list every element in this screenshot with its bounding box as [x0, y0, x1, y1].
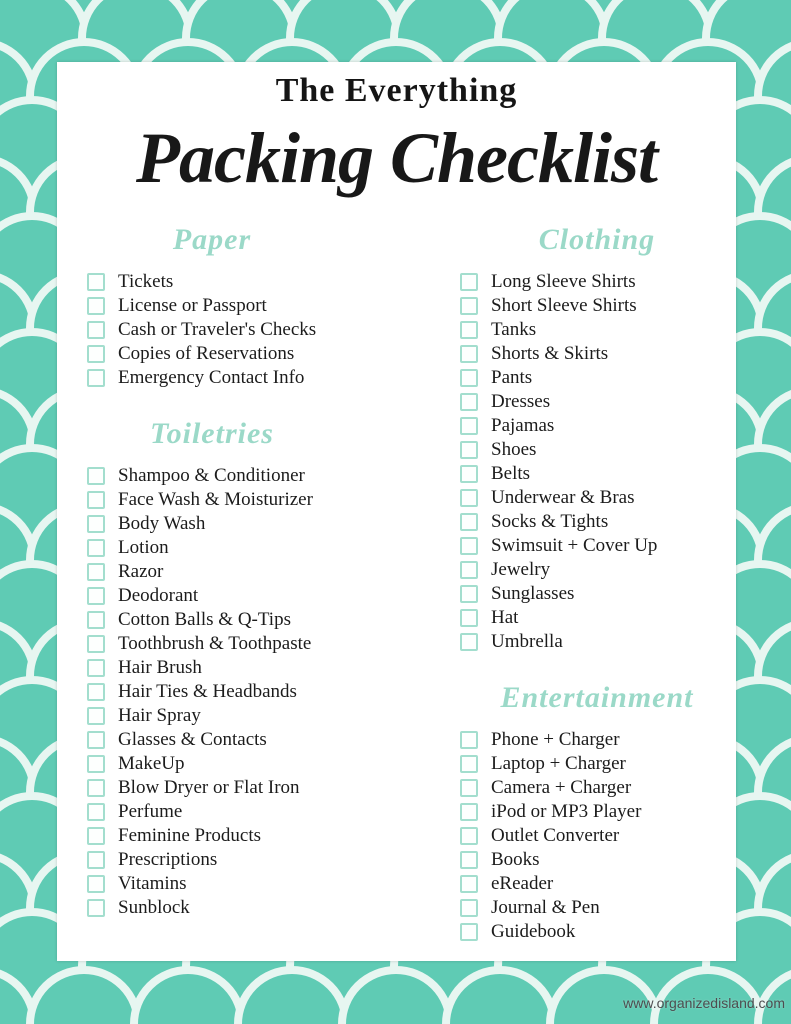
- checklist-item: [87, 728, 417, 752]
- checklist-item-label: Swimsuit + Cover Up: [491, 535, 658, 556]
- checklist-item-label: Camera + Charger: [491, 777, 632, 798]
- checklist-item: [87, 776, 417, 800]
- section-heading: Paper: [172, 223, 252, 256]
- checkbox[interactable]: [87, 273, 105, 291]
- checkbox[interactable]: [460, 899, 478, 917]
- section-heading: Toiletries: [150, 417, 274, 450]
- checklist-item-label: Pants: [491, 367, 533, 388]
- section-clothing: [460, 222, 734, 654]
- checkbox[interactable]: [460, 345, 478, 363]
- checklist-item-label: Umbrella: [491, 631, 563, 652]
- checklist-item: [87, 800, 417, 824]
- checklist-item: [460, 294, 734, 318]
- right-column: [460, 222, 734, 944]
- checklist-item: [87, 896, 417, 920]
- checkbox[interactable]: [460, 633, 478, 651]
- checklist-item-label: Cash or Traveler's Checks: [118, 319, 317, 340]
- section-heading: Clothing: [538, 223, 656, 256]
- checklist-item-label: Face Wash & Moisturizer: [118, 489, 313, 510]
- checklist-item-label: Guidebook: [491, 921, 576, 942]
- checklist-item: [87, 318, 417, 342]
- checklist-item-label: eReader: [491, 873, 554, 894]
- checklist-item-label: Journal & Pen: [491, 897, 600, 918]
- checkbox[interactable]: [460, 803, 478, 821]
- checklist-item-label: Hair Brush: [118, 657, 202, 678]
- checklist-item: [460, 486, 734, 510]
- checklist-item-label: Lotion: [118, 537, 169, 558]
- checklist-item-label: Outlet Converter: [491, 825, 620, 846]
- checkbox[interactable]: [87, 345, 105, 363]
- checklist-item: [460, 558, 734, 582]
- checkbox[interactable]: [87, 369, 105, 387]
- section-heading: Entertainment: [500, 681, 694, 714]
- checklist-item-label: Shoes: [491, 439, 537, 460]
- checkbox[interactable]: [87, 851, 105, 869]
- checklist-item-label: Toothbrush & Toothpaste: [118, 633, 312, 654]
- checklist-item-label: Sunblock: [118, 897, 190, 918]
- checklist-item: [87, 824, 417, 848]
- checklist-item-label: Tanks: [491, 319, 537, 340]
- checklist-item: [460, 270, 734, 294]
- checklist-item: [87, 848, 417, 872]
- checkbox[interactable]: [87, 491, 105, 509]
- checklist-item: [460, 800, 734, 824]
- checklist-item-label: License or Passport: [118, 295, 267, 316]
- checkbox[interactable]: [87, 875, 105, 893]
- checkbox[interactable]: [87, 467, 105, 485]
- checklist-item-label: Glasses & Contacts: [118, 729, 267, 750]
- website-url: www.organizedisland.com: [623, 995, 785, 1011]
- checklist-item: [460, 896, 734, 920]
- checklist-item-label: Perfume: [118, 801, 183, 822]
- checkbox[interactable]: [460, 851, 478, 869]
- checklist-item-label: Hat: [491, 607, 519, 628]
- checklist-item: [87, 704, 417, 728]
- checklist-item-label: Copies of Reservations: [118, 343, 295, 364]
- checklist-item: [87, 560, 417, 584]
- checkbox[interactable]: [87, 899, 105, 917]
- checklist-item: [460, 728, 734, 752]
- checklist-item: [87, 608, 417, 632]
- checklist-item: [87, 656, 417, 680]
- checklist-item-label: Dresses: [491, 391, 551, 412]
- checklist-item: [460, 390, 734, 414]
- page-title: Packing Checklist: [136, 118, 657, 198]
- checklist-item-label: Laptop + Charger: [491, 753, 626, 774]
- checkbox[interactable]: [87, 635, 105, 653]
- checklist-item-label: Vitamins: [118, 873, 187, 894]
- checklist-item: [460, 414, 734, 438]
- checklist-item-label: Hair Spray: [118, 705, 201, 726]
- checklist-item: [460, 318, 734, 342]
- checkbox[interactable]: [460, 393, 478, 411]
- checklist-item-label: MakeUp: [118, 753, 185, 774]
- left-column: [87, 222, 417, 920]
- checkbox[interactable]: [87, 321, 105, 339]
- checklist-item-label: Phone + Charger: [491, 729, 620, 750]
- checklist-item: [87, 752, 417, 776]
- checklist-item-label: Underwear & Bras: [491, 487, 635, 508]
- checklist-item: [87, 512, 417, 536]
- checkbox[interactable]: [87, 659, 105, 677]
- checkbox[interactable]: [87, 515, 105, 533]
- checklist-item: [460, 920, 734, 944]
- checklist-item: [460, 462, 734, 486]
- checklist-item: [460, 848, 734, 872]
- checkbox[interactable]: [87, 611, 105, 629]
- checklist-item-label: Belts: [491, 463, 531, 484]
- checkbox[interactable]: [460, 609, 478, 627]
- section-toiletries: [87, 416, 417, 920]
- checkbox[interactable]: [460, 779, 478, 797]
- checklist-item: [460, 342, 734, 366]
- checkbox[interactable]: [460, 755, 478, 773]
- checklist-item-label: Feminine Products: [118, 825, 262, 846]
- checkbox[interactable]: [87, 707, 105, 725]
- checklist-item: [460, 582, 734, 606]
- checklist-item: [87, 632, 417, 656]
- checklist-card: [57, 62, 736, 961]
- checklist-item: [460, 606, 734, 630]
- checkbox[interactable]: [460, 875, 478, 893]
- checklist-item-label: Long Sleeve Shirts: [491, 271, 636, 292]
- checklist-item-label: Razor: [118, 561, 164, 582]
- section-paper: [87, 222, 417, 390]
- checklist-item: [87, 464, 417, 488]
- checklist-item: [87, 584, 417, 608]
- checkbox[interactable]: [87, 539, 105, 557]
- checkbox[interactable]: [87, 731, 105, 749]
- checkbox[interactable]: [460, 297, 478, 315]
- checklist-item-label: Sunglasses: [491, 583, 575, 604]
- checkbox[interactable]: [87, 297, 105, 315]
- checklist-item: [87, 294, 417, 318]
- checklist-item: [460, 438, 734, 462]
- title-line1: The Everything: [275, 72, 518, 109]
- checklist-item: [87, 536, 417, 560]
- checklist-item: [87, 680, 417, 704]
- checklist-item-label: Deodorant: [118, 585, 199, 606]
- checkbox[interactable]: [460, 441, 478, 459]
- checkbox[interactable]: [460, 321, 478, 339]
- checklist-item-label: Shorts & Skirts: [491, 343, 609, 364]
- checklist-item: [87, 872, 417, 896]
- checklist-item-label: Socks & Tights: [491, 511, 609, 532]
- checklist-item: [460, 630, 734, 654]
- checklist-item-label: Jewelry: [491, 559, 551, 580]
- checklist-item-label: Books: [491, 849, 540, 870]
- checkbox[interactable]: [460, 489, 478, 507]
- checkbox[interactable]: [87, 779, 105, 797]
- checklist-item-label: Body Wash: [118, 513, 206, 534]
- checklist-item-label: Cotton Balls & Q-Tips: [118, 609, 291, 630]
- checklist-item: [460, 510, 734, 534]
- checkbox[interactable]: [460, 465, 478, 483]
- checkbox[interactable]: [460, 561, 478, 579]
- checklist-item-label: Tickets: [118, 271, 174, 292]
- checklist-item-label: Short Sleeve Shirts: [491, 295, 637, 316]
- checkbox[interactable]: [87, 827, 105, 845]
- checklist-item: [87, 488, 417, 512]
- checkbox[interactable]: [87, 563, 105, 581]
- checklist-item: [460, 366, 734, 390]
- checklist-item: [460, 776, 734, 800]
- checkbox[interactable]: [87, 803, 105, 821]
- checklist-item: [87, 342, 417, 366]
- checklist-item: [460, 872, 734, 896]
- checklist-item: [460, 752, 734, 776]
- checkbox[interactable]: [87, 587, 105, 605]
- checklist-item: [460, 824, 734, 848]
- checkbox[interactable]: [460, 585, 478, 603]
- checklist-item: [460, 534, 734, 558]
- checklist-item: [87, 366, 417, 390]
- checkbox[interactable]: [87, 755, 105, 773]
- checklist-item-label: Prescriptions: [118, 849, 218, 870]
- checklist-item: [87, 270, 417, 294]
- checkbox[interactable]: [460, 923, 478, 941]
- checkbox[interactable]: [460, 537, 478, 555]
- checkbox[interactable]: [460, 513, 478, 531]
- checkbox[interactable]: [460, 731, 478, 749]
- checklist-item-label: Hair Ties & Headbands: [118, 681, 297, 702]
- checkbox[interactable]: [460, 417, 478, 435]
- checklist-item-label: iPod or MP3 Player: [491, 801, 642, 822]
- checkbox[interactable]: [460, 369, 478, 387]
- checkbox[interactable]: [87, 683, 105, 701]
- checkbox[interactable]: [460, 827, 478, 845]
- section-entertainment: [460, 680, 734, 944]
- checklist-item-label: Pajamas: [491, 415, 555, 436]
- checklist-item-label: Blow Dryer or Flat Iron: [118, 777, 300, 798]
- checklist-item-label: Shampoo & Conditioner: [118, 465, 305, 486]
- checkbox[interactable]: [460, 273, 478, 291]
- checklist-item-label: Emergency Contact Info: [118, 367, 305, 388]
